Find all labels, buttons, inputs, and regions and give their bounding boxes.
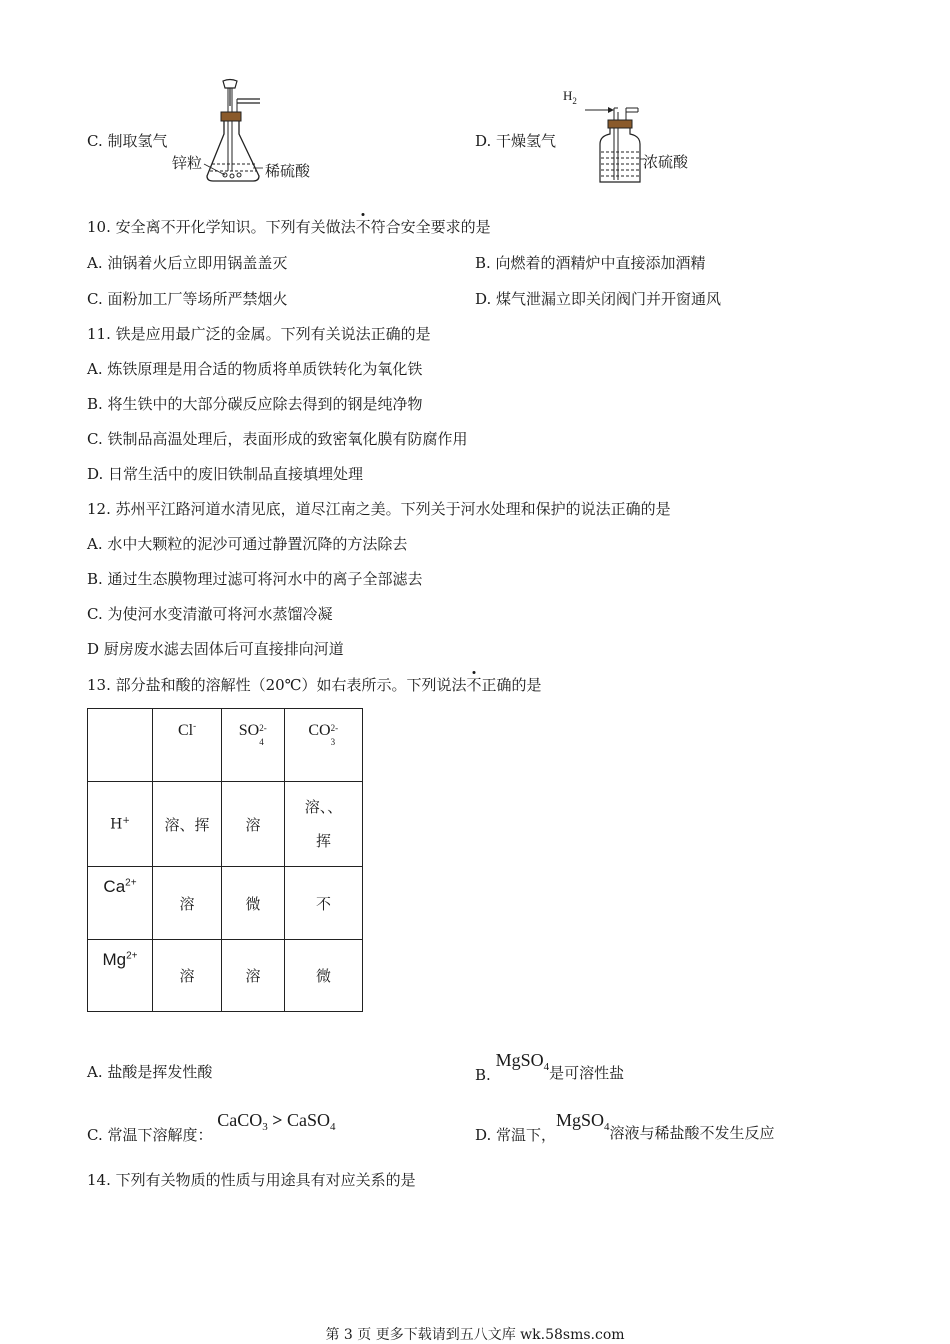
q13-option-a: A. 盐酸是挥发性酸 [87,1063,213,1081]
q10-option-b: B. 向燃着的酒精炉中直接添加酒精 [475,254,706,272]
option-c-label: C. 制取氢气 [87,132,168,150]
header-cell-chloride: Cl- [153,709,222,782]
q13-stem: 13. 部分盐和酸的溶解性（20℃）如右表所示。下列说法不正确的是 [87,676,542,694]
solubility-table [87,708,363,1012]
page-footer: 第 3 页 更多下载请到五八文库 wk.58sms.com [325,1327,625,1343]
table-cell: 微 [222,867,285,940]
table-cell: 溶 [153,867,222,940]
mgso4-formula: MgSO$_4$ [495,1050,550,1073]
q12-stem: 12. 苏州平江路河道水清见底，道尽江南之美。下列关于河水处理和保护的说法正确的是 [87,500,671,518]
q13-option-b: B. MgSO$_4$是可溶性盐 [475,1050,625,1084]
q10-option-d: D. 煤气泄漏立即关闭阀门并开窗通风 [475,290,722,308]
row-header-calcium: $Ca^{2+}$ [88,867,153,940]
table-cell: 不 [285,867,363,940]
table-cell: 溶 [222,782,285,867]
table-cell: 溶 [222,940,285,1012]
option-d-label: D. 干燥氢气 [475,132,557,150]
table-cell: 微 [285,940,363,1012]
table-cell: 溶 [153,940,222,1012]
q12-option-b: B. 通过生态膜物理过滤可将河水中的离子全部滤去 [87,570,423,588]
header-cell-sulfate: SO 2- 4 [222,709,285,782]
table-cell: 溶、、 挥 [285,782,363,867]
row-header-magnesium: $Mg^{2+}$ [88,940,153,1012]
q12-option-c: C. 为使河水变清澈可将河水蒸馏冷凝 [87,605,333,623]
q13-option-c: C. 常温下溶解度： CaCO$_3$ > CaSO$_4$ [87,1110,336,1144]
h2-label: $H_2$ [563,88,577,106]
zinc-granule-label: 锌粒 [172,154,203,172]
table-cell: 溶、挥 [153,782,222,867]
gas-drying-bottle-diagram [580,100,690,190]
mgso4-formula-d: MgSO$_4$ [556,1110,610,1133]
q11-option-a: A. 炼铁原理是用合适的物质将单质铁转化为氧化铁 [87,360,423,378]
row-header-hydrogen: H+ [88,782,153,867]
q11-option-b: B. 将生铁中的大部分碳反应除去得到的钢是纯净物 [87,395,423,413]
q12-option-a: A. 水中大颗粒的泥沙可通过静置沉降的方法除去 [87,535,408,553]
q10-option-a: A. 油锅着火后立即用锅盖盖灭 [87,254,288,272]
q13-option-d: D. 常温下，MgSO$_4$溶液与稀盐酸不发生反应 [475,1110,775,1144]
q14-stem: 14. 下列有关物质的性质与用途具有对应关系的是 [87,1171,416,1189]
table-corner-cell [88,709,153,782]
q10-option-c: C. 面粉加工厂等场所严禁烟火 [87,290,288,308]
conc-acid-label: 浓硫酸 [643,153,689,171]
q11-stem: 11. 铁是应用最广泛的金属。下列有关说法正确的是 [87,325,431,343]
q11-option-c: C. 铁制品高温处理后，表面形成的致密氧化膜有防腐作用 [87,430,468,448]
header-cell-carbonate: CO 2- 3 [285,709,363,782]
q11-option-d: D. 日常生活中的废旧铁制品直接填埋处理 [87,465,364,483]
solubility-comparison: CaCO$_3$ > CaSO$_4$ [217,1110,336,1133]
dilute-acid-label: 稀硫酸 [265,162,311,180]
q12-option-d: D 厨房废水滤去固体后可直接排向河道 [87,640,344,658]
q10-stem: 10. 安全离不开化学知识。下列有关做法不符合安全要求的是 [87,218,491,236]
